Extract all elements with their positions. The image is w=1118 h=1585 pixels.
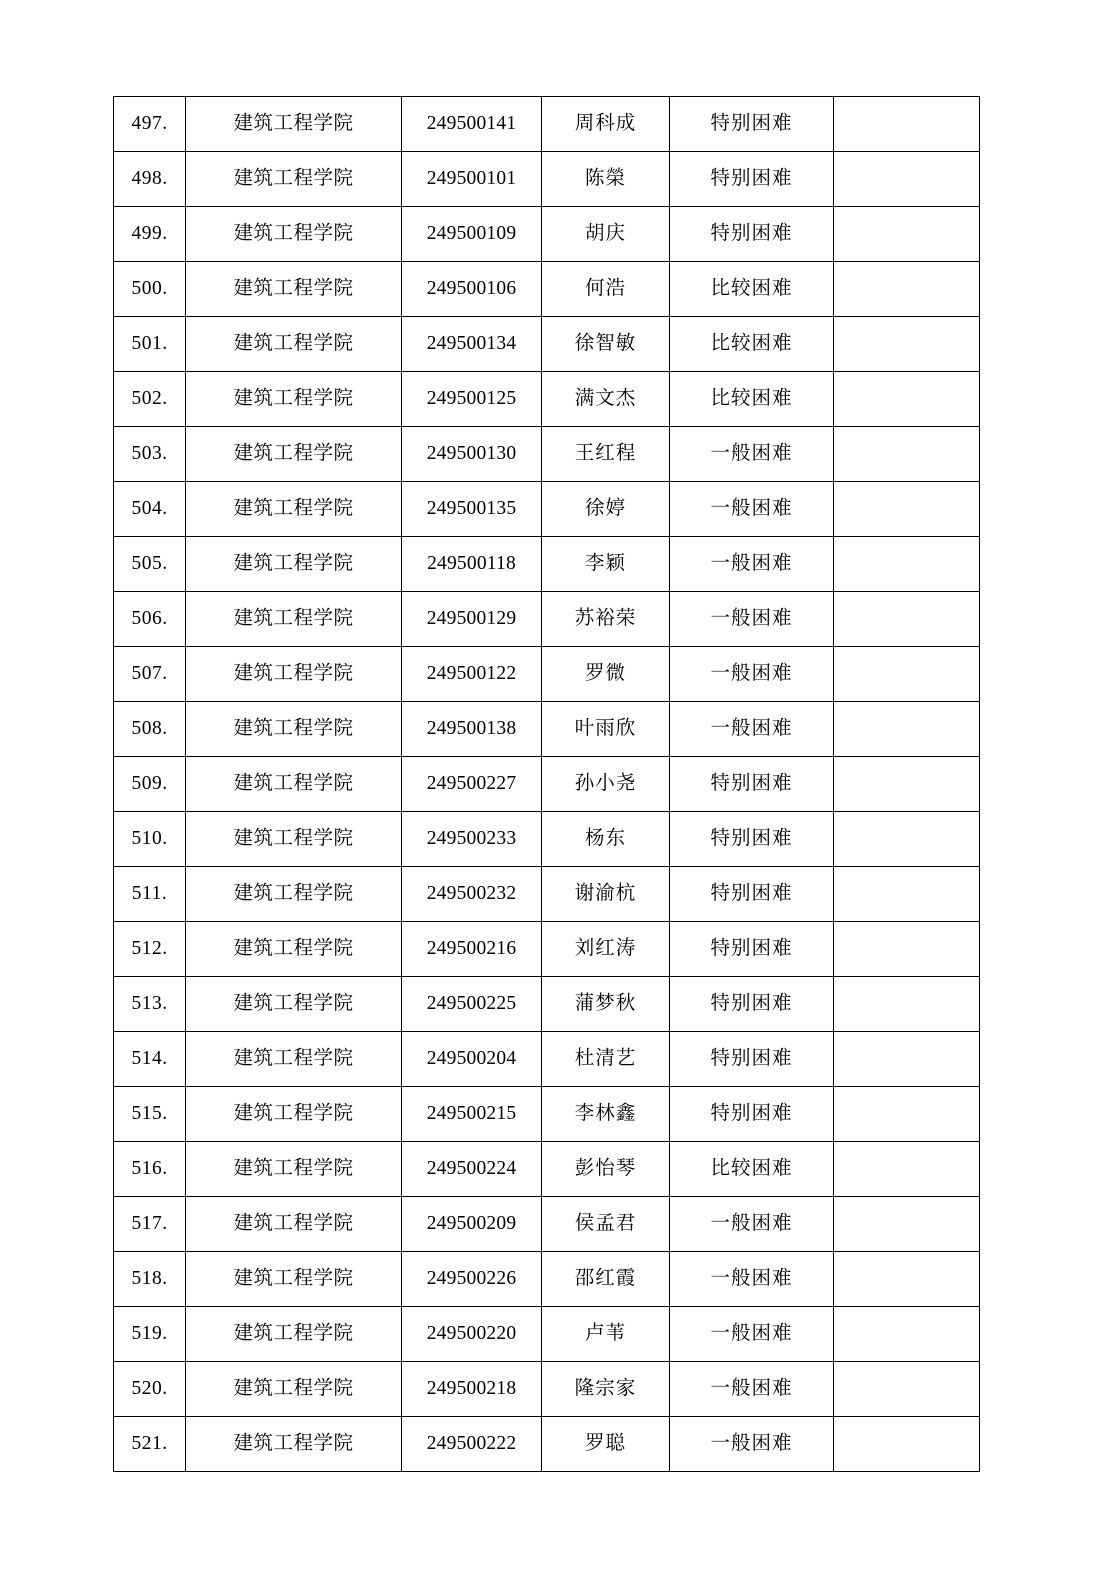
difficulty-level-cell: 特别困难 [670,97,834,152]
department-cell: 建筑工程学院 [186,1417,402,1472]
table-row [114,482,980,537]
row-index-cell: 502. [114,372,186,427]
remark-cell [834,1362,980,1417]
row-index-cell: 506. [114,592,186,647]
table-row [114,922,980,977]
department-cell: 建筑工程学院 [186,317,402,372]
difficulty-level-cell: 一般困难 [670,592,834,647]
student-name-cell: 李林鑫 [542,1087,670,1142]
difficulty-level-cell: 特别困难 [670,977,834,1032]
remark-cell [834,317,980,372]
difficulty-level-cell: 比较困难 [670,317,834,372]
table-row [114,867,980,922]
row-index-cell: 515. [114,1087,186,1142]
table-row [114,1087,980,1142]
table-row [114,1252,980,1307]
student-id-cell: 249500141 [402,97,542,152]
remark-cell [834,592,980,647]
row-index-cell: 520. [114,1362,186,1417]
student-id-cell: 249500232 [402,867,542,922]
table-row [114,207,980,262]
student-name-cell: 李颖 [542,537,670,592]
student-name-cell: 蒲梦秋 [542,977,670,1032]
table-row [114,152,980,207]
department-cell: 建筑工程学院 [186,262,402,317]
row-index-cell: 507. [114,647,186,702]
student-id-cell: 249500101 [402,152,542,207]
difficulty-level-cell: 一般困难 [670,702,834,757]
department-cell: 建筑工程学院 [186,482,402,537]
student-id-cell: 249500118 [402,537,542,592]
difficulty-level-cell: 特别困难 [670,867,834,922]
table-row [114,317,980,372]
roster-table-container [113,96,979,1472]
student-id-cell: 249500220 [402,1307,542,1362]
remark-cell [834,1032,980,1087]
student-name-cell: 罗微 [542,647,670,702]
remark-cell [834,262,980,317]
difficulty-level-cell: 一般困难 [670,1417,834,1472]
remark-cell [834,702,980,757]
table-row [114,757,980,812]
student-id-cell: 249500204 [402,1032,542,1087]
remark-cell [834,1087,980,1142]
table-row [114,647,980,702]
department-cell: 建筑工程学院 [186,1142,402,1197]
difficulty-level-cell: 特别困难 [670,812,834,867]
difficulty-level-cell: 一般困难 [670,1362,834,1417]
department-cell: 建筑工程学院 [186,812,402,867]
remark-cell [834,1197,980,1252]
department-cell: 建筑工程学院 [186,207,402,262]
student-name-cell: 王红程 [542,427,670,482]
table-row [114,702,980,757]
row-index-cell: 518. [114,1252,186,1307]
department-cell: 建筑工程学院 [186,867,402,922]
student-name-cell: 杜清艺 [542,1032,670,1087]
department-cell: 建筑工程学院 [186,427,402,482]
remark-cell [834,922,980,977]
department-cell: 建筑工程学院 [186,152,402,207]
department-cell: 建筑工程学院 [186,647,402,702]
remark-cell [834,1417,980,1472]
row-index-cell: 513. [114,977,186,1032]
department-cell: 建筑工程学院 [186,922,402,977]
difficulty-level-cell: 一般困难 [670,647,834,702]
row-index-cell: 500. [114,262,186,317]
table-row [114,537,980,592]
student-id-cell: 249500138 [402,702,542,757]
row-index-cell: 511. [114,867,186,922]
department-cell: 建筑工程学院 [186,1307,402,1362]
difficulty-level-cell: 特别困难 [670,922,834,977]
table-row [114,1197,980,1252]
roster-table [113,96,980,1472]
remark-cell [834,647,980,702]
row-index-cell: 512. [114,922,186,977]
department-cell: 建筑工程学院 [186,1362,402,1417]
student-name-cell: 罗聪 [542,1417,670,1472]
remark-cell [834,207,980,262]
student-name-cell: 徐智敏 [542,317,670,372]
row-index-cell: 497. [114,97,186,152]
remark-cell [834,372,980,427]
row-index-cell: 509. [114,757,186,812]
student-id-cell: 249500233 [402,812,542,867]
student-id-cell: 249500225 [402,977,542,1032]
student-name-cell: 隆宗家 [542,1362,670,1417]
student-name-cell: 徐婷 [542,482,670,537]
student-name-cell: 孙小尧 [542,757,670,812]
student-name-cell: 邵红霞 [542,1252,670,1307]
table-row [114,812,980,867]
row-index-cell: 505. [114,537,186,592]
remark-cell [834,1252,980,1307]
student-name-cell: 卢苇 [542,1307,670,1362]
student-name-cell: 侯孟君 [542,1197,670,1252]
department-cell: 建筑工程学院 [186,702,402,757]
student-name-cell: 苏裕荣 [542,592,670,647]
student-id-cell: 249500222 [402,1417,542,1472]
student-name-cell: 何浩 [542,262,670,317]
row-index-cell: 519. [114,1307,186,1362]
department-cell: 建筑工程学院 [186,757,402,812]
difficulty-level-cell: 一般困难 [670,482,834,537]
student-name-cell: 叶雨欣 [542,702,670,757]
department-cell: 建筑工程学院 [186,537,402,592]
remark-cell [834,977,980,1032]
student-name-cell: 彭怡琴 [542,1142,670,1197]
difficulty-level-cell: 特别困难 [670,1032,834,1087]
table-row [114,372,980,427]
student-id-cell: 249500129 [402,592,542,647]
department-cell: 建筑工程学院 [186,592,402,647]
remark-cell [834,152,980,207]
row-index-cell: 516. [114,1142,186,1197]
department-cell: 建筑工程学院 [186,977,402,1032]
student-name-cell: 杨东 [542,812,670,867]
difficulty-level-cell: 特别困难 [670,757,834,812]
student-id-cell: 249500216 [402,922,542,977]
student-id-cell: 249500125 [402,372,542,427]
student-name-cell: 周科成 [542,97,670,152]
remark-cell [834,427,980,482]
department-cell: 建筑工程学院 [186,372,402,427]
student-id-cell: 249500106 [402,262,542,317]
student-id-cell: 249500227 [402,757,542,812]
student-name-cell: 陈榮 [542,152,670,207]
student-id-cell: 249500215 [402,1087,542,1142]
difficulty-level-cell: 特别困难 [670,207,834,262]
student-id-cell: 249500122 [402,647,542,702]
table-row [114,1032,980,1087]
table-row [114,592,980,647]
student-id-cell: 249500134 [402,317,542,372]
difficulty-level-cell: 特别困难 [670,152,834,207]
difficulty-level-cell: 比较困难 [670,1142,834,1197]
student-name-cell: 满文杰 [542,372,670,427]
row-index-cell: 499. [114,207,186,262]
row-index-cell: 514. [114,1032,186,1087]
remark-cell [834,1307,980,1362]
difficulty-level-cell: 特别困难 [670,1087,834,1142]
row-index-cell: 503. [114,427,186,482]
difficulty-level-cell: 一般困难 [670,1252,834,1307]
remark-cell [834,757,980,812]
row-index-cell: 504. [114,482,186,537]
table-row [114,97,980,152]
student-id-cell: 249500218 [402,1362,542,1417]
difficulty-level-cell: 一般困难 [670,1307,834,1362]
student-id-cell: 249500226 [402,1252,542,1307]
row-index-cell: 501. [114,317,186,372]
student-id-cell: 249500109 [402,207,542,262]
department-cell: 建筑工程学院 [186,1087,402,1142]
table-row [114,262,980,317]
department-cell: 建筑工程学院 [186,1252,402,1307]
table-row [114,1142,980,1197]
remark-cell [834,867,980,922]
table-row [114,1417,980,1472]
student-id-cell: 249500209 [402,1197,542,1252]
remark-cell [834,482,980,537]
table-row [114,1362,980,1417]
student-id-cell: 249500224 [402,1142,542,1197]
student-id-cell: 249500135 [402,482,542,537]
department-cell: 建筑工程学院 [186,1197,402,1252]
difficulty-level-cell: 比较困难 [670,372,834,427]
student-name-cell: 刘红涛 [542,922,670,977]
student-name-cell: 胡庆 [542,207,670,262]
difficulty-level-cell: 一般困难 [670,427,834,482]
difficulty-level-cell: 一般困难 [670,1197,834,1252]
remark-cell [834,537,980,592]
row-index-cell: 521. [114,1417,186,1472]
remark-cell [834,97,980,152]
row-index-cell: 517. [114,1197,186,1252]
table-row [114,427,980,482]
row-index-cell: 498. [114,152,186,207]
table-row [114,1307,980,1362]
department-cell: 建筑工程学院 [186,97,402,152]
remark-cell [834,812,980,867]
student-name-cell: 谢渝杭 [542,867,670,922]
difficulty-level-cell: 一般困难 [670,537,834,592]
student-id-cell: 249500130 [402,427,542,482]
department-cell: 建筑工程学院 [186,1032,402,1087]
difficulty-level-cell: 比较困难 [670,262,834,317]
table-row [114,977,980,1032]
row-index-cell: 508. [114,702,186,757]
row-index-cell: 510. [114,812,186,867]
remark-cell [834,1142,980,1197]
